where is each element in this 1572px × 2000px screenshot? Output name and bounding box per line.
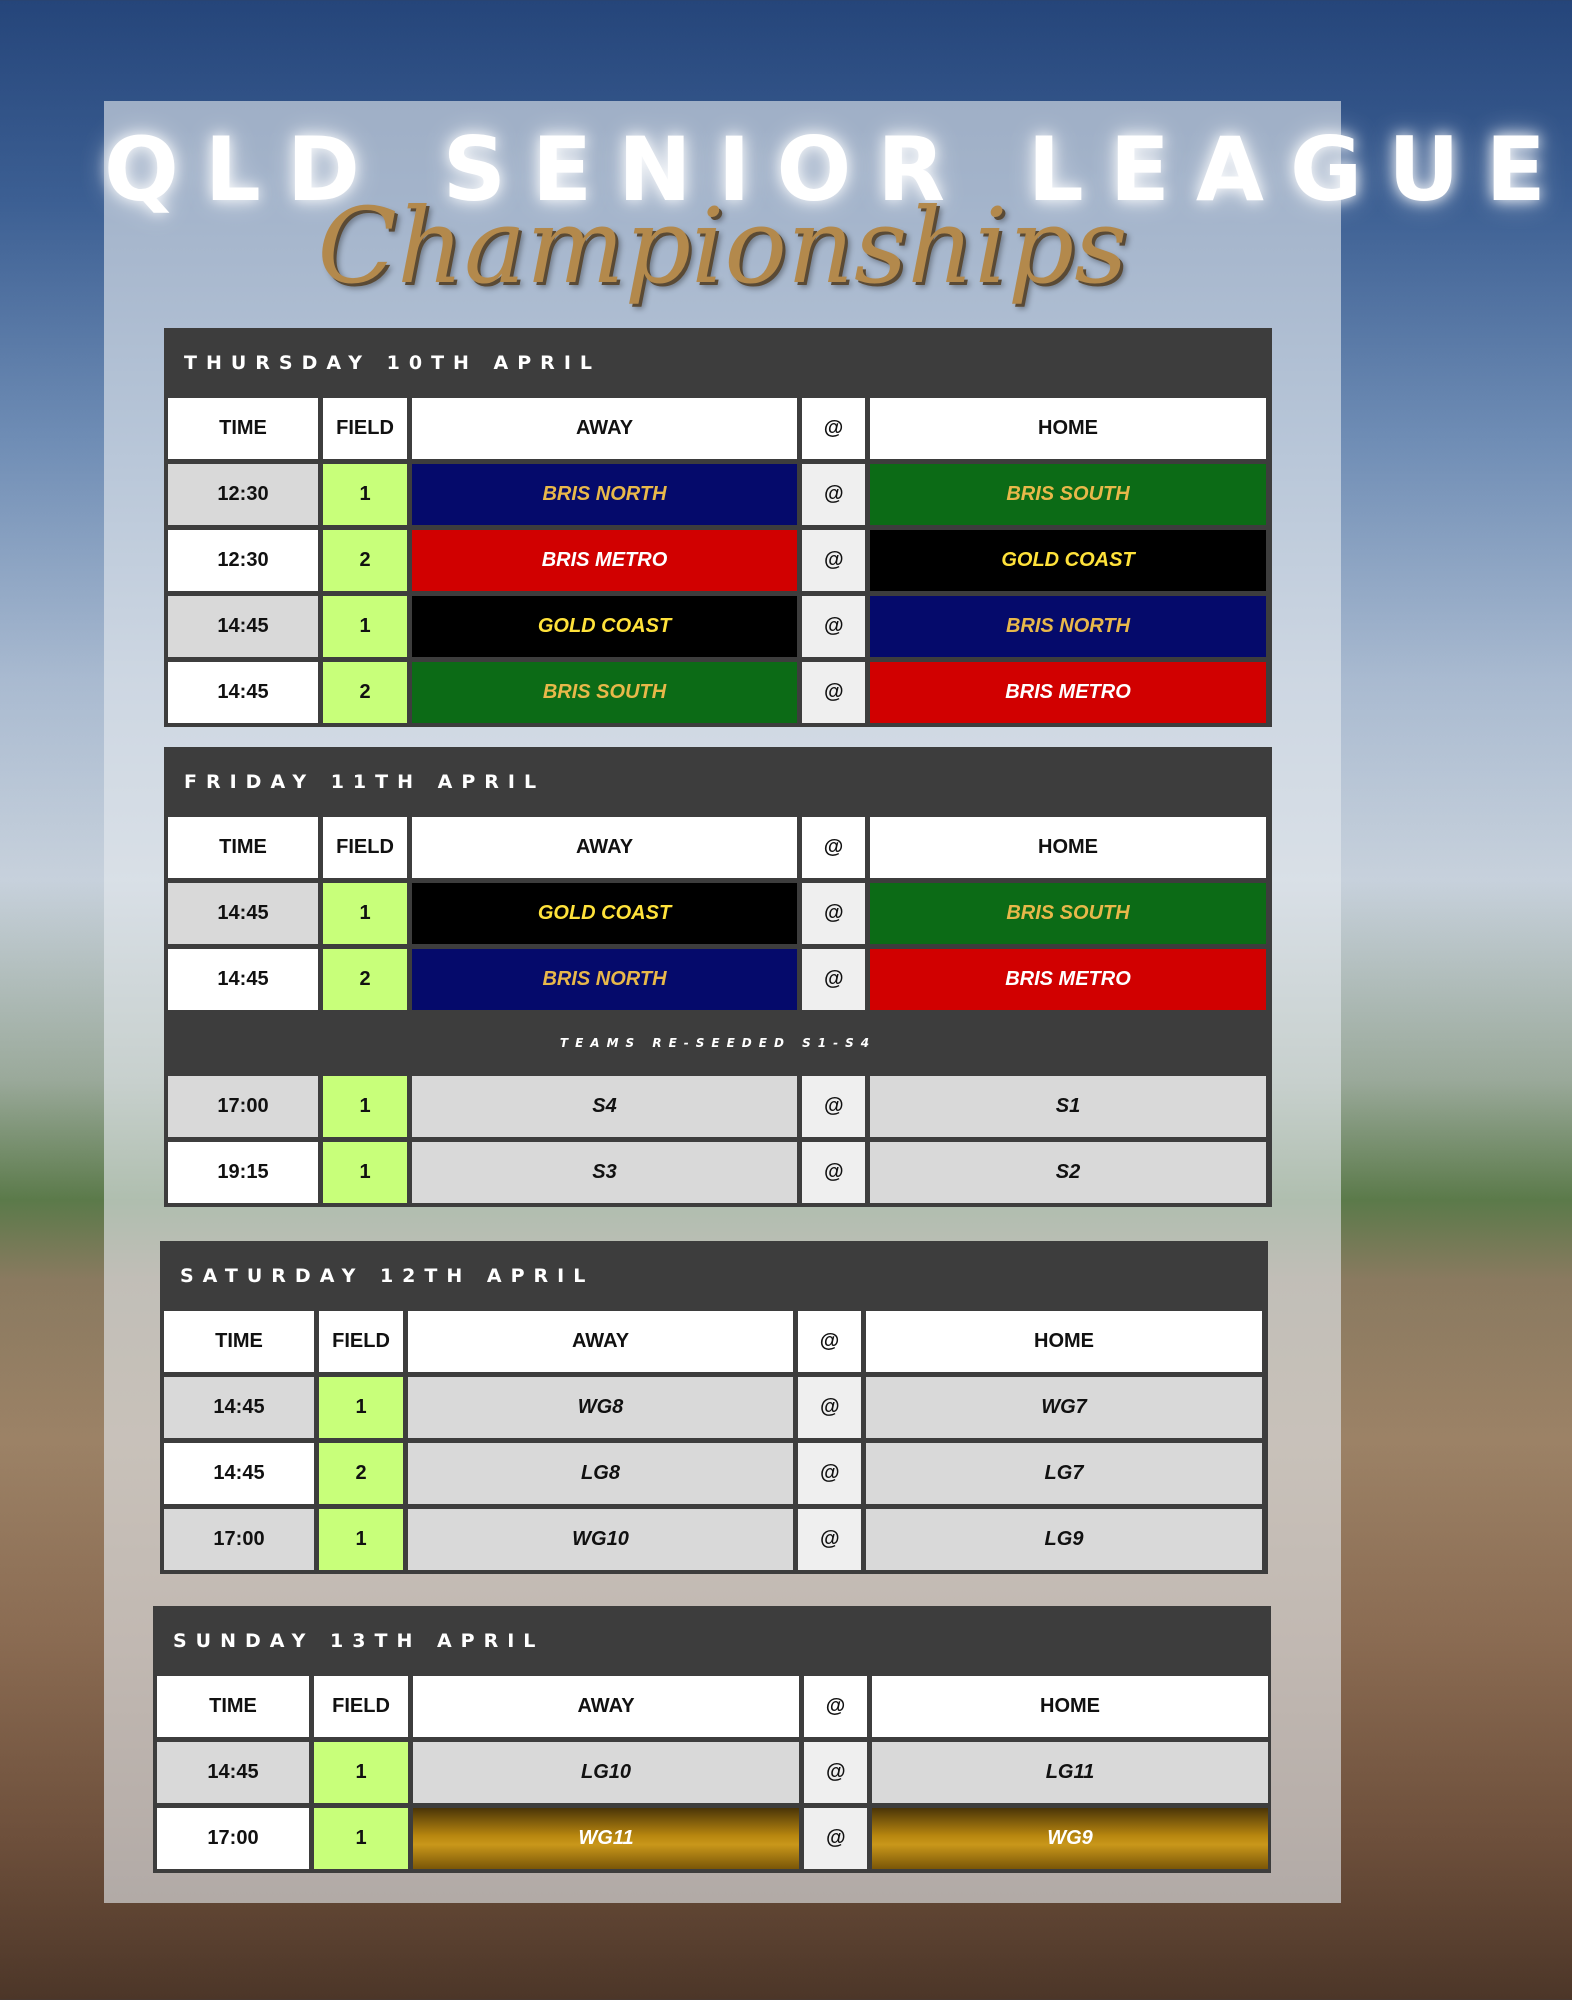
day-header: FRIDAY 11TH APRIL xyxy=(184,771,546,793)
fixture-row xyxy=(157,1808,1267,1869)
at-separator: @ xyxy=(802,530,865,591)
away-team-cell: GOLD COAST xyxy=(412,883,797,944)
day-schedule xyxy=(164,747,1272,1207)
day-header: SUNDAY 13TH APRIL xyxy=(173,1630,545,1652)
home-team-cell: BRIS SOUTH xyxy=(870,464,1266,525)
home-team-cell: LG7 xyxy=(866,1443,1262,1504)
home-team-cell: BRIS NORTH xyxy=(870,596,1266,657)
away-team-cell: LG10 xyxy=(413,1742,799,1803)
field-cell: 1 xyxy=(314,1808,408,1869)
fixture-row xyxy=(168,1076,1268,1137)
at-separator: @ xyxy=(802,1076,865,1137)
fixture-row xyxy=(168,949,1268,1010)
column-header-away: AWAY xyxy=(412,817,797,878)
field-cell: 2 xyxy=(319,1443,403,1504)
at-separator: @ xyxy=(804,1808,867,1869)
fixture-table xyxy=(160,1311,1268,1574)
fixture-row xyxy=(168,464,1268,525)
away-team-cell: S3 xyxy=(412,1142,797,1203)
fixture-row xyxy=(168,530,1268,591)
field-cell: 1 xyxy=(323,1076,407,1137)
field-cell: 2 xyxy=(323,530,407,591)
column-header-away: AWAY xyxy=(413,1676,799,1737)
away-team-cell: WG11 xyxy=(413,1808,799,1869)
away-team-cell: LG8 xyxy=(408,1443,793,1504)
home-team-cell: WG7 xyxy=(866,1377,1262,1438)
day-schedule xyxy=(153,1606,1271,1873)
column-header-time: TIME xyxy=(157,1676,309,1737)
field-cell: 1 xyxy=(319,1377,403,1438)
fixture-row xyxy=(164,1377,1264,1438)
time-cell: 14:45 xyxy=(164,1443,314,1504)
at-separator: @ xyxy=(802,949,865,1010)
column-header-home: HOME xyxy=(866,1311,1262,1372)
time-cell: 12:30 xyxy=(168,530,318,591)
at-separator: @ xyxy=(802,662,865,723)
home-team-cell: BRIS SOUTH xyxy=(870,883,1266,944)
field-cell: 1 xyxy=(323,883,407,944)
field-cell: 1 xyxy=(319,1509,403,1570)
table-header-row xyxy=(157,1676,1267,1737)
day-schedule xyxy=(160,1241,1268,1574)
field-cell: 1 xyxy=(314,1742,408,1803)
home-team-cell: LG11 xyxy=(872,1742,1268,1803)
fixture-row xyxy=(168,1142,1268,1203)
at-separator: @ xyxy=(798,1443,861,1504)
table-header-row xyxy=(164,1311,1264,1372)
time-cell: 17:00 xyxy=(157,1808,309,1869)
column-header-away: AWAY xyxy=(408,1311,793,1372)
time-cell: 12:30 xyxy=(168,464,318,525)
time-cell: 14:45 xyxy=(168,949,318,1010)
away-team-cell: GOLD COAST xyxy=(412,596,797,657)
fixture-row xyxy=(164,1443,1264,1504)
time-cell: 17:00 xyxy=(168,1076,318,1137)
home-team-cell: BRIS METRO xyxy=(870,949,1266,1010)
at-separator: @ xyxy=(802,464,865,525)
time-cell: 14:45 xyxy=(164,1377,314,1438)
at-separator: @ xyxy=(802,883,865,944)
at-separator: @ xyxy=(798,1377,861,1438)
field-cell: 1 xyxy=(323,464,407,525)
fixture-row xyxy=(168,662,1268,723)
home-team-cell: S1 xyxy=(870,1076,1266,1137)
away-team-cell: S4 xyxy=(412,1076,797,1137)
reseed-note: TEAMS RE-SEEDED S1-S4 xyxy=(559,1036,877,1050)
table-header-row xyxy=(168,398,1268,459)
fixture-row xyxy=(168,596,1268,657)
day-schedule xyxy=(164,328,1272,727)
column-header-at: @ xyxy=(798,1311,861,1372)
home-team-cell: S2 xyxy=(870,1142,1266,1203)
away-team-cell: BRIS METRO xyxy=(412,530,797,591)
column-header-field: FIELD xyxy=(323,817,407,878)
fixture-table xyxy=(164,398,1272,727)
time-cell: 14:45 xyxy=(157,1742,309,1803)
at-separator: @ xyxy=(804,1742,867,1803)
column-header-time: TIME xyxy=(168,398,318,459)
field-cell: 1 xyxy=(323,596,407,657)
column-header-home: HOME xyxy=(872,1676,1268,1737)
time-cell: 14:45 xyxy=(168,662,318,723)
time-cell: 14:45 xyxy=(168,596,318,657)
fixture-row xyxy=(164,1509,1264,1570)
fixture-row xyxy=(168,883,1268,944)
home-team-cell: GOLD COAST xyxy=(870,530,1266,591)
away-team-cell: BRIS NORTH xyxy=(412,464,797,525)
column-header-field: FIELD xyxy=(314,1676,408,1737)
fixture-row xyxy=(157,1742,1267,1803)
column-header-at: @ xyxy=(804,1676,867,1737)
column-header-home: HOME xyxy=(870,817,1266,878)
at-separator: @ xyxy=(798,1509,861,1570)
field-cell: 2 xyxy=(323,662,407,723)
column-header-home: HOME xyxy=(870,398,1266,459)
column-header-field: FIELD xyxy=(319,1311,403,1372)
away-team-cell: WG10 xyxy=(408,1509,793,1570)
field-cell: 1 xyxy=(323,1142,407,1203)
home-team-cell: LG9 xyxy=(866,1509,1262,1570)
column-header-at: @ xyxy=(802,817,865,878)
at-separator: @ xyxy=(802,1142,865,1203)
column-header-field: FIELD xyxy=(323,398,407,459)
away-team-cell: BRIS SOUTH xyxy=(412,662,797,723)
away-team-cell: WG8 xyxy=(408,1377,793,1438)
field-cell: 2 xyxy=(323,949,407,1010)
home-team-cell: BRIS METRO xyxy=(870,662,1266,723)
time-cell: 14:45 xyxy=(168,883,318,944)
column-header-time: TIME xyxy=(164,1311,314,1372)
column-header-time: TIME xyxy=(168,817,318,878)
table-header-row xyxy=(168,817,1268,878)
away-team-cell: BRIS NORTH xyxy=(412,949,797,1010)
column-header-at: @ xyxy=(802,398,865,459)
page-title: QLD SENIOR LEAGUE xyxy=(104,118,1572,221)
column-header-away: AWAY xyxy=(412,398,797,459)
home-team-cell: WG9 xyxy=(872,1808,1268,1869)
day-header: THURSDAY 10TH APRIL xyxy=(184,352,601,374)
page-subtitle: Championships xyxy=(317,185,1128,307)
at-separator: @ xyxy=(802,596,865,657)
time-cell: 17:00 xyxy=(164,1509,314,1570)
fixture-table xyxy=(153,1676,1271,1873)
fixture-table xyxy=(164,817,1272,1207)
time-cell: 19:15 xyxy=(168,1142,318,1203)
day-header: SATURDAY 12TH APRIL xyxy=(180,1265,595,1287)
